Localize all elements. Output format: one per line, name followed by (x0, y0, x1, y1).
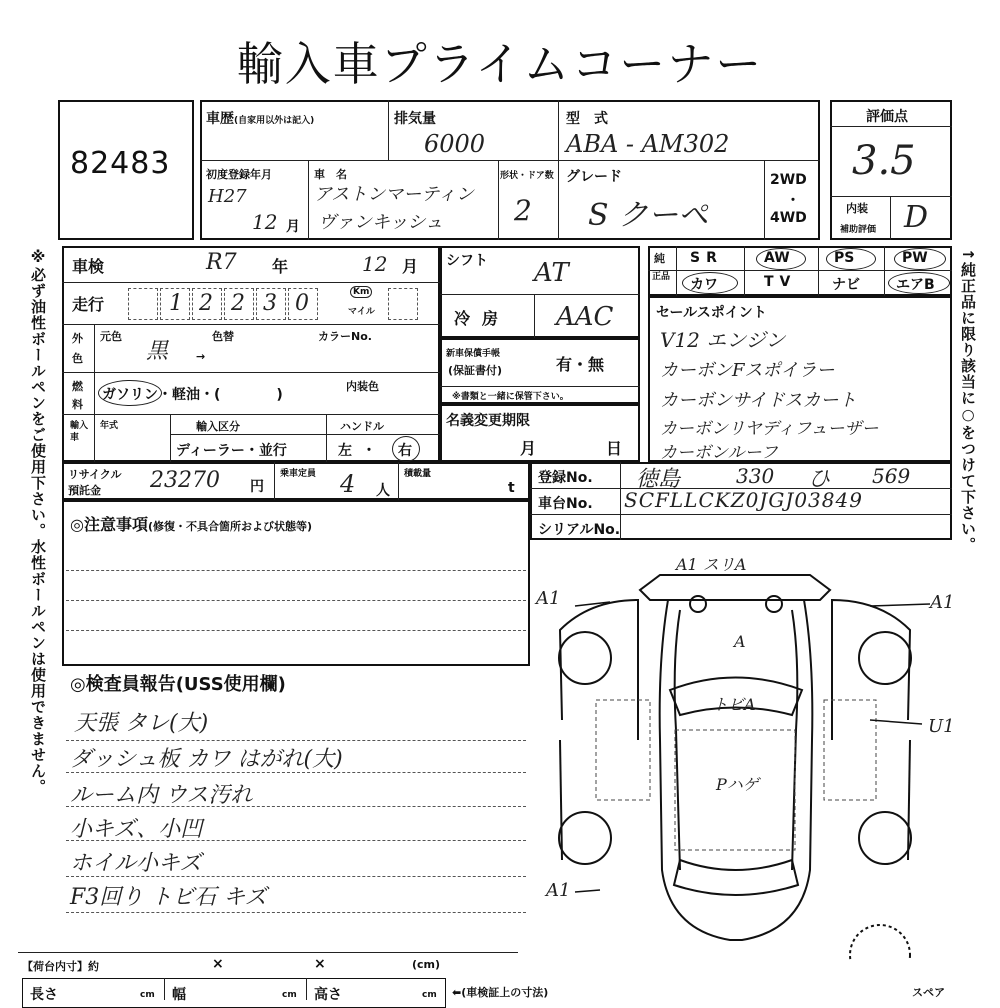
equipment-label-bot: 正品 (652, 272, 671, 282)
doors-label: 形状・ドア数 (500, 171, 554, 181)
shift-value: AT (534, 258, 569, 288)
registration-class: 330 (736, 464, 775, 488)
mark-windshield: トビA (712, 695, 756, 714)
handle-left: 左 (338, 443, 352, 459)
score-label: 評価点 (866, 109, 908, 125)
cargo-length: 長さ (30, 987, 58, 1003)
fuel-label-bot: 料 (72, 398, 83, 411)
drive-4wd: 4WD (770, 210, 807, 226)
lot-number: 82483 (70, 146, 171, 181)
registration-kana: ひ (808, 467, 831, 492)
capacity-unit: 人 (376, 483, 390, 499)
cargo-label: 【荷台内寸】約 (22, 960, 99, 973)
import-label: 輸入車 (70, 421, 89, 443)
orig-color-value: 黒 (146, 339, 169, 364)
equip-navi: ナビ (832, 277, 860, 293)
warranty-note: ※書類と一緒に保管下さい。 (452, 392, 569, 402)
inspector-line-2: ダッシュ板 カワ はがれ(大) (70, 747, 343, 772)
color-change-label: 色替 (212, 330, 234, 343)
spare-label: スペア (912, 986, 945, 999)
warranty-label1: 新車保償手帳 (446, 349, 501, 359)
cargo-cm: (cm) (412, 958, 441, 971)
inspector-line-1: 天張 タレ(大) (74, 711, 209, 736)
history-label: 車歴(自家用以外は記入) (206, 111, 315, 127)
leather-circle (682, 272, 738, 294)
mark-hood: A (734, 632, 746, 651)
mark-right-side: U1 (928, 716, 955, 737)
model-label: 型 式 (566, 111, 608, 127)
mark-roof: Pハゲ (716, 775, 759, 794)
fuel-gasoline-circle (98, 380, 162, 406)
import-year-label: 年式 (100, 421, 119, 431)
recycle-unit: 円 (250, 479, 264, 495)
sales-point-5: カーボンルーフ (660, 443, 778, 463)
color-label-top: 外 (72, 332, 83, 345)
registration-label: 登録No. (538, 470, 593, 486)
car-name-line1: アストンマーティン (314, 184, 474, 205)
inspector-line-4: 小キズ、小凹 (70, 817, 203, 842)
capacity-label: 乗車定員 (280, 469, 317, 479)
mileage-unit-km: Km (350, 286, 372, 298)
model-value: ABA - AM302 (566, 130, 730, 158)
page-title: 輸入車プライムコーナー (236, 37, 764, 91)
orig-color-label: 元色 (100, 330, 122, 343)
aw-circle (756, 248, 806, 270)
caution-label: ◎注意事項(修復・不具合箇所および状態等) (70, 515, 313, 534)
inspection-label: 車検 (72, 257, 105, 276)
displacement-value: 6000 (424, 130, 486, 158)
interior-value: D (904, 200, 929, 235)
mileage-unit-mile: マイル (348, 307, 375, 317)
name-change-month: 月 (520, 439, 537, 458)
score-value: 3.5 (852, 138, 916, 184)
equip-sr: SR (690, 250, 723, 266)
inspection-era: R7 (206, 250, 237, 275)
doors-value: 2 (514, 194, 532, 227)
load-label: 積載量 (404, 469, 432, 479)
cargo-height-unit: cm (422, 990, 437, 1000)
import-class-value: ディーラー・並行 (176, 443, 287, 459)
warranty-label2: (保証書付) (448, 364, 503, 377)
first-reg-label: 初度登録年月 (206, 168, 272, 181)
equipment-label-top: 純 (654, 252, 665, 265)
equip-aw: AW (764, 250, 790, 266)
car-name-line2: ヴァンキッシュ (318, 212, 444, 233)
drive-2wd: 2WD (770, 172, 807, 188)
recycle-label2: 預託金 (68, 484, 101, 497)
sales-points-label: セールスポイント (656, 305, 767, 321)
inspector-line-6: F3回り トビ石 キズ (70, 885, 267, 910)
cargo-note: ⬅(車検証上の寸法) (452, 986, 549, 999)
mark-front: A1 スリA (676, 555, 747, 574)
cargo-dims-box (22, 978, 446, 1008)
first-reg-era: H27 (208, 186, 247, 207)
aircon-value: AAC (556, 302, 614, 332)
interior-color-label: 内装色 (346, 380, 379, 393)
load-unit: t (508, 480, 515, 496)
name-change-label: 名義変更期限 (446, 413, 530, 429)
handle-label: ハンドル (340, 420, 384, 433)
inspector-line-5: ホイル小キズ (70, 851, 202, 876)
equip-tv: TV (764, 274, 797, 290)
handle-dot: ・ (362, 443, 376, 459)
cargo-width-unit: cm (282, 990, 297, 1000)
grade-label: グレード (566, 169, 622, 185)
inspector-label: ◎検査員報告(USS使用欄) (70, 674, 286, 695)
cargo-x1: × (212, 956, 224, 972)
first-reg-month: 12 (252, 210, 278, 234)
handle-right-circle (392, 436, 420, 462)
interior-sub-label: 補助評価 (840, 225, 877, 235)
equip-ps: PS (834, 250, 855, 266)
displacement-label: 排気量 (394, 111, 436, 127)
warranty-value: 有・無 (556, 355, 605, 374)
mark-right-front: A1 (930, 592, 955, 613)
mileage-label: 走行 (72, 295, 105, 314)
right-note: ↑純正品に限り該当に○をつけて下さい。 (959, 248, 977, 553)
pw-circle (894, 248, 946, 270)
capacity-value: 4 (340, 470, 356, 498)
sales-point-3: カーボンサイドスカート (660, 390, 857, 411)
grade-value: S クーペ (588, 198, 709, 233)
color-arrow: → (196, 350, 206, 363)
fuel-label-top: 燃 (72, 380, 83, 393)
drive-dot: ・ (786, 193, 800, 209)
color-no-label: カラーNo. (318, 330, 372, 343)
equip-airbag: エアB (896, 277, 935, 293)
interior-label: 内装 (846, 202, 868, 215)
airbag-circle (888, 272, 950, 294)
cargo-height: 高さ (314, 987, 342, 1003)
cargo-width: 幅 (172, 987, 186, 1003)
color-label-bot: 色 (72, 352, 83, 365)
registration-place: 徳島 (636, 467, 681, 492)
equip-pw: PW (902, 250, 928, 266)
cargo-length-unit: cm (140, 990, 155, 1000)
mark-left-rear: A1 (546, 880, 571, 901)
recycle-label1: リサイクル (68, 468, 122, 481)
fuel-options: ガソリン・軽油・( ) (102, 387, 283, 403)
inspection-year-unit: 年 (272, 257, 289, 276)
inspection-month-unit: 月 (402, 257, 419, 276)
left-note: ※必ず油性ボールペンをご使用下さい。水性ボールペンは使用できません。 (29, 248, 47, 795)
recycle-value: 23270 (150, 468, 220, 493)
registration-number: 569 (872, 464, 911, 488)
lot-number-box (58, 100, 194, 240)
handle-right: 右 (398, 443, 412, 459)
sales-point-2: カーボンFスポイラー (660, 360, 835, 381)
shift-label: シフト (446, 253, 488, 269)
sales-point-1: V12 エンジン (660, 328, 786, 352)
name-change-day: 日 (606, 439, 623, 458)
mark-left-front: A1 (536, 588, 561, 609)
inspector-line-3: ルーム内 ウス汚れ (70, 783, 253, 808)
first-reg-unit: 月 (286, 219, 300, 235)
inspection-month: 12 (362, 252, 388, 276)
equip-leather: カワ (690, 277, 718, 293)
sales-point-4: カーボンリヤディフューザー (660, 419, 879, 439)
import-class-label: 輸入区分 (196, 420, 240, 433)
chassis-value: SCFLLCKZ0JGJ03849 (624, 488, 863, 512)
chassis-label: 車台No. (538, 496, 593, 512)
car-name-label: 車 名 (314, 168, 347, 181)
aircon-label: 冷房 (454, 309, 511, 328)
ps-circle (826, 248, 876, 270)
serial-label: シリアルNo. (538, 522, 621, 538)
cargo-x2: × (314, 956, 326, 972)
